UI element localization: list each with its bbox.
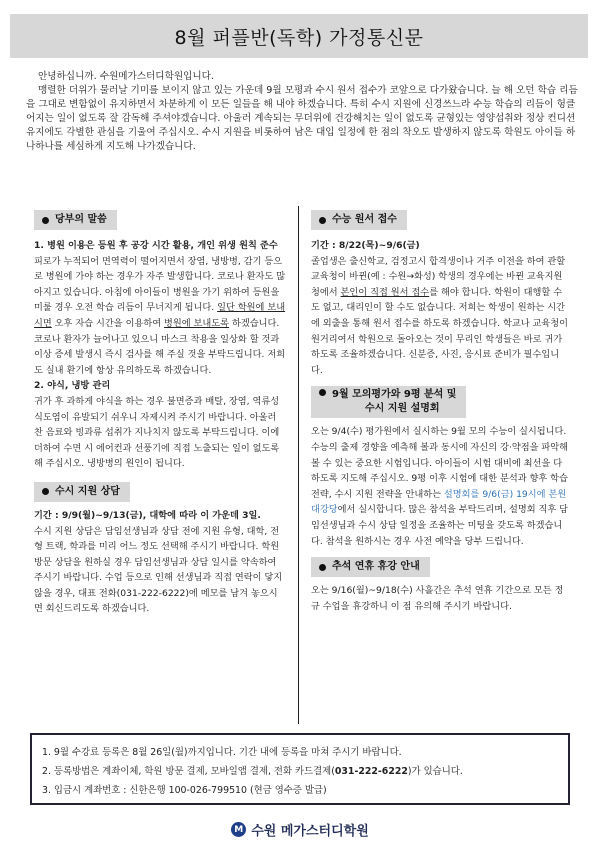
bullet-icon — [319, 389, 326, 396]
item2-body: 귀가 후 과하게 야식을 하는 경우 불면증과 배탈, 장염, 역류성 식도염이 유발되기 쉬우니 자제시켜 주시기 바랍니다. 아울러 찬 음료와 빙과류 섭취가 지나치지 않도록 부탁드립니다. 이에 더하여 수면 시 에어컨과 선풍기에 직접 노출되는 일이 없도록 해 주십시오. 냉방병의 원인이 됩니다. — [34, 395, 280, 470]
section-header-counsel — [34, 482, 130, 502]
csat-body-a: 졸업생은 출신학교, 검정고시 합격생이나 거주 이전을 하여 관할 교육청이 바뀐(예 : 수원→화성) 학생의 경우에는 바뀐 교육지원청에서 — [311, 255, 566, 298]
csat-body — [311, 254, 569, 379]
bullet-icon — [319, 564, 326, 571]
left-column — [34, 210, 286, 617]
notice-line-3: 3. 입금시 계좌번호 : 신한은행 100-026-799510 (현금 영수증 발급) — [42, 785, 327, 796]
item1-body-underline-2: 병원에 보내도록 — [164, 317, 230, 329]
item1-body-b: 오후 자습 시간을 이용하여 — [51, 317, 164, 329]
counsel-period: 기간 : 9/9(월)~9/13(금), 대학에 따라 이 가운데 3일. — [34, 509, 261, 521]
mock-body-highlight: 설명회를 9/6(금) 19시에 본원 대강당 — [311, 488, 567, 516]
section-header-request-label: 당부의 말씀 — [55, 214, 107, 226]
title-banner — [10, 14, 588, 58]
intro-body: 맹렬한 더위가 물러날 기미를 보이지 않고 있는 가운데 9월 모평과 수시 원서 접수가 코앞으로 다가왔습니다. 늘 해 오던 학습 리듬을 그대로 변함없이 유지하면서 차분하게 이 모든 일들을 해 내야 하겠습니다. 특히 수시 지원에 신경쓰느라 수능 학습의 리듬이 헝클어지는 일이 없도록 잘 감독해 주셔야겠습니다. 아울러 계속되는 무더위에 건강해치는 일이 없도록 균형있는 영양섭취와 정상 컨디션 유지에도 각별한 관심을 기울여 주십시오. 수시 지원을 비롯하여 남은 대입 일정에 한 점의 착오도 발생하지 않도록 학원도 아이들 하나하나를 세심하게 지도해 나가겠습니다. — [26, 85, 578, 152]
notice-line-2-b: )가 있습니다. — [407, 766, 463, 777]
intro-greeting: 안녕하십니까. 수원메가스터디학원입니다. — [38, 71, 214, 82]
footer-logo — [0, 820, 600, 839]
bullet-icon — [42, 488, 49, 495]
item1-body-a: 피로가 누적되어 면역력이 떨어지면서 장염, 냉방병, 감기 등으로 병원에 가야 하는 경우가 자주 발생합니다. 코로나 환자도 많아지고 있습니다. 아침에 아이들이 병원을 가기 위하여 등원을 미룰 경우 오전 학습 리듬이 무너지게 됩니다. — [34, 255, 286, 314]
bullet-icon — [42, 217, 49, 224]
item1-body-c: 하겠습니다. 코로나 환자가 늘어나고 있으니 마스크 착용을 일상화 할 것과 이상 증세 발생시 즉시 검사를 해 주실 것을 부탁드립니다. 저희도 실내 환기에 항상 유의하도록 하겠습니다. — [34, 317, 286, 376]
logo-text: 수원 메가스터디학원 — [251, 824, 369, 839]
item1-body — [34, 254, 286, 379]
mock-body — [311, 424, 569, 549]
bullet-icon — [319, 217, 326, 224]
notice-line-1: 1. 9월 수강료 등록은 8월 26일(월)까지입니다. 기간 내에 등록을 마쳐 주시기 바랍니다. — [42, 747, 402, 758]
section-header-mock-line1: 9월 모의평가와 9평 분석 및 — [332, 389, 457, 401]
column-divider — [298, 206, 299, 724]
item2-title: 2. 야식, 냉방 관리 — [34, 380, 111, 392]
mock-body-b: 에서 실시합니다. 많은 참석을 부탁드리며, 설명회 직후 담임선생님과 수시 상담 일정을 조율하는 미팅을 갖도록 하겠습니다. 참석을 원하시는 경우 사전 예약을 당부 드립니다. — [311, 504, 569, 547]
counsel-body: 수시 지원 상담은 담임선생님과 상담 전에 지원 유형, 대학, 전형 트랙, 학과를 미리 어느 정도 선택해 주시기 바랍니다. 학원 방문 상담을 원하실 경우 담임선생님과 상담 일시를 약속하여 주시기 바랍니다. 수업 등으로 인해 선생님과 직접 연락이 닿지 않을 경우, 대표 전화(031-222-6222)에 메모를 남겨 놓으시면 회신드리도록 하겠습니다. — [34, 525, 283, 615]
section-header-mock-line2: 수시 지원 설명회 — [365, 403, 440, 415]
payment-notice-box — [30, 733, 570, 805]
csat-body-underline: 본인이 직접 원서 접수 — [340, 286, 430, 298]
section-header-holiday-label: 추석 연휴 휴강 안내 — [332, 561, 420, 573]
item1-title: 1. 병원 이용은 등원 후 공강 시간 활용, 개인 위생 원칙 준수 — [34, 240, 278, 251]
section-header-mock — [311, 386, 466, 418]
right-column — [311, 210, 569, 614]
notice-phone: 031-222-6222 — [334, 766, 408, 777]
intro — [26, 70, 578, 154]
notice-line-2 — [42, 762, 558, 781]
logo-icon: M — [231, 822, 246, 837]
holiday-body: 오는 9/16(월)~9/18(수) 사흘간은 추석 연휴 기간으로 모든 정규 수업을 휴강하니 이 점 유의해 주시기 바랍니다. — [311, 585, 564, 612]
section-header-csat-label: 수능 원서 접수 — [332, 214, 397, 226]
section-header-request — [34, 210, 117, 230]
notice-line-2-a: 2. 등록방법은 계좌이체, 학원 방문 결제, 모바일앱 결제, 전화 카드결제( — [42, 766, 335, 777]
csat-period: 기간 : 8/22(목)~9/6(금) — [311, 240, 420, 251]
section-header-holiday — [311, 557, 430, 577]
page-title: 8월 퍼플반(독학) 가정통신문 — [174, 26, 424, 49]
csat-body-b: 를 해야 합니다. 학원이 대행할 수도 없고, 대리인이 할 수도 없습니다. 저희는 학생이 원하는 시간에 외출을 통해 원서 접수를 하도록 하겠습니다. 학교나 교육청이 원거리여서 학원으로 돌아오는 것이 무리인 학생들은 바로 귀가하도록 조율하겠습니다. 신분증, 사진, 응시료 준비가 필수입니다. — [311, 286, 569, 376]
section-header-counsel-label: 수시 지원 상담 — [55, 486, 120, 498]
item1-body-underline: 일단 학원에 보내시면 — [34, 302, 286, 329]
mock-body-a: 오는 9/4(수) 평가원에서 실시하는 9월 모의 수능이 실시됩니다. 수능의 출제 경향을 예측해 볼과 동시에 자신의 강·약점을 파악해 볼 수 있는 중요한 시험입니다. 아이들이 시험 대비에 최선을 다하도록 지도해 주십시오. 9평 이후 시험에 대한 분석과 향후 학습 전략, 수시 지원 전략을 안내하는 — [311, 426, 569, 500]
section-header-csat — [311, 210, 407, 230]
